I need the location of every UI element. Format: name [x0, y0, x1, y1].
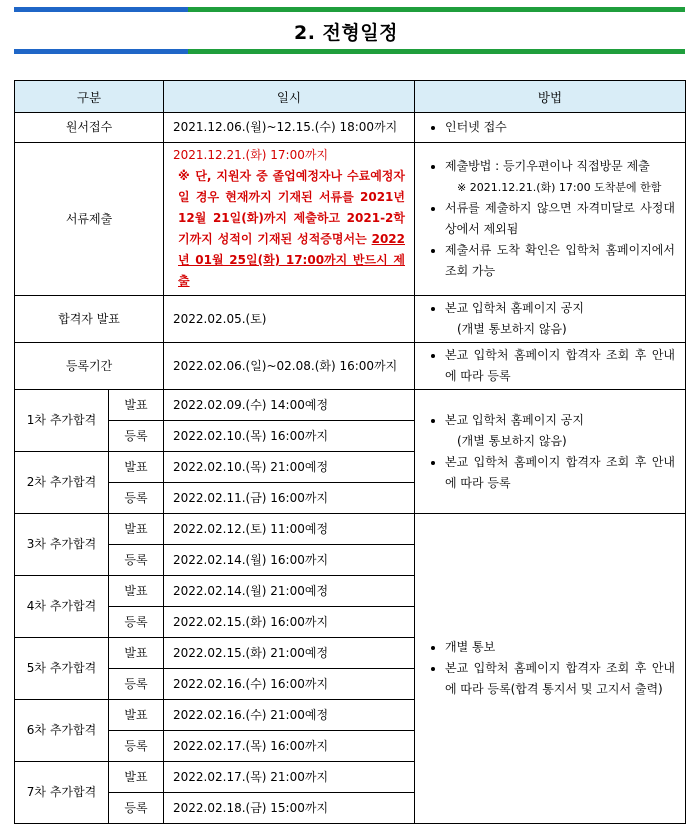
additional-announce-7: 2022.02.17.(목) 21:00까지 [164, 762, 415, 793]
additional-announce-3: 2022.02.12.(토) 11:00예정 [164, 514, 415, 545]
result-method [415, 296, 686, 343]
row-label-result: 합격자 발표 [15, 296, 164, 343]
sub-label-announce: 발표 [109, 390, 164, 421]
list-item: • 제출서류 도착 확인은 입학처 홈페이지에서 조회 가능 [445, 240, 675, 282]
sub-label-announce: 발표 [109, 700, 164, 731]
docs-final-deadline: 2022년 01월 25일(화) 17:00까지 반드시 제출 [178, 232, 405, 288]
sub-label-register: 등록 [109, 421, 164, 452]
list-item: • 본교 입학처 홈페이지 공지 (개별 통보하지 않음) [445, 410, 675, 452]
list-item: • 제출방법 : 등기우편이나 직접방문 제출 ※ 2021.12.21.(화) 17:00 도착분에 한함 [445, 156, 675, 198]
additional-announce-6: 2022.02.16.(수) 21:00예정 [164, 700, 415, 731]
sub-label-announce: 발표 [109, 576, 164, 607]
table-row [15, 343, 686, 390]
additional-label-6: 6차 추가합격 [15, 700, 109, 762]
row-label-apply: 원서접수 [15, 113, 164, 143]
list-item: • 본교 입학처 홈페이지 합격자 조회 후 안내에 따라 등록(합격 통지서 및 고지서 출력) [445, 658, 675, 700]
sub-label-announce: 발표 [109, 638, 164, 669]
additional-register-7: 2022.02.18.(금) 15:00까지 [164, 793, 415, 824]
additional-announce-4: 2022.02.14.(월) 21:00예정 [164, 576, 415, 607]
additional-register-6: 2022.02.17.(목) 16:00까지 [164, 731, 415, 762]
list-item: • 본교 입학처 홈페이지 합격자 조회 후 안내에 따라 등록 [445, 345, 675, 387]
docs-date: 2021.12.21.(화) 17:00까지 [173, 148, 329, 162]
additional-register-3: 2022.02.14.(월) 16:00까지 [164, 545, 415, 576]
schedule-table [14, 80, 686, 824]
top-accent-bar [14, 7, 685, 12]
title-underline-bar [14, 49, 685, 54]
sub-label-announce: 발표 [109, 452, 164, 483]
docs-date-cell [164, 143, 415, 296]
header-method: 방법 [415, 81, 686, 113]
additional-method-b [415, 514, 686, 824]
list-item: • 인터넷 접수 [445, 117, 675, 138]
additional-label-1: 1차 추가합격 [15, 390, 109, 452]
table-row [15, 390, 686, 421]
docs-method [415, 143, 686, 296]
list-item: • 서류를 제출하지 않으면 자격미달로 사정대상에서 제외됨 [445, 198, 675, 240]
sub-label-announce: 발표 [109, 762, 164, 793]
result-date: 2022.02.05.(토) [164, 296, 415, 343]
row-label-register: 등록기간 [15, 343, 164, 390]
sub-label-register: 등록 [109, 669, 164, 700]
additional-label-2: 2차 추가합격 [15, 452, 109, 514]
additional-register-1: 2022.02.10.(목) 16:00까지 [164, 421, 415, 452]
list-item: • 본교 입학처 홈페이지 공지 (개별 통보하지 않음) [445, 298, 675, 340]
header-datetime: 일시 [164, 81, 415, 113]
docs-note: ※ 단, 지원자 중 졸업예정자나 수료예정자일 경우 현재까지 기재된 서류를 2021년 12월 21일(화)까지 제출하고 2021-2학기까지 성적이 기재된 성적증명서는 2022년 01월 25일(화) 17:00까지 반드시 제출 [178, 169, 405, 288]
additional-label-3: 3차 추가합격 [15, 514, 109, 576]
apply-method [415, 113, 686, 143]
register-method [415, 343, 686, 390]
additional-register-4: 2022.02.15.(화) 16:00까지 [164, 607, 415, 638]
list-item: • 본교 입학처 홈페이지 합격자 조회 후 안내에 따라 등록 [445, 452, 675, 494]
additional-label-5: 5차 추가합격 [15, 638, 109, 700]
header-category: 구분 [15, 81, 164, 113]
register-date: 2022.02.06.(일)~02.08.(화) 16:00까지 [164, 343, 415, 390]
additional-announce-5: 2022.02.15.(화) 21:00예정 [164, 638, 415, 669]
additional-register-2: 2022.02.11.(금) 16:00까지 [164, 483, 415, 514]
sub-label-register: 등록 [109, 731, 164, 762]
additional-method-a [415, 390, 686, 514]
page-title: 2. 전형일정 [294, 22, 398, 44]
additional-register-5: 2022.02.16.(수) 16:00까지 [164, 669, 415, 700]
sub-label-register: 등록 [109, 545, 164, 576]
table-row [15, 514, 686, 545]
table-row [15, 143, 686, 296]
additional-announce-1: 2022.02.09.(수) 14:00예정 [164, 390, 415, 421]
apply-date: 2021.12.06.(월)~12.15.(수) 18:00까지 [164, 113, 415, 143]
table-row [15, 296, 686, 343]
sub-label-register: 등록 [109, 607, 164, 638]
sub-label-register: 등록 [109, 793, 164, 824]
table-row [15, 113, 686, 143]
additional-label-4: 4차 추가합격 [15, 576, 109, 638]
row-label-docs: 서류제출 [15, 143, 164, 296]
list-item: • 개별 통보 [445, 637, 675, 658]
additional-label-7: 7차 추가합격 [15, 762, 109, 824]
table-header-row [15, 81, 686, 113]
sub-label-announce: 발표 [109, 514, 164, 545]
sub-label-register: 등록 [109, 483, 164, 514]
additional-announce-2: 2022.02.10.(목) 21:00예정 [164, 452, 415, 483]
